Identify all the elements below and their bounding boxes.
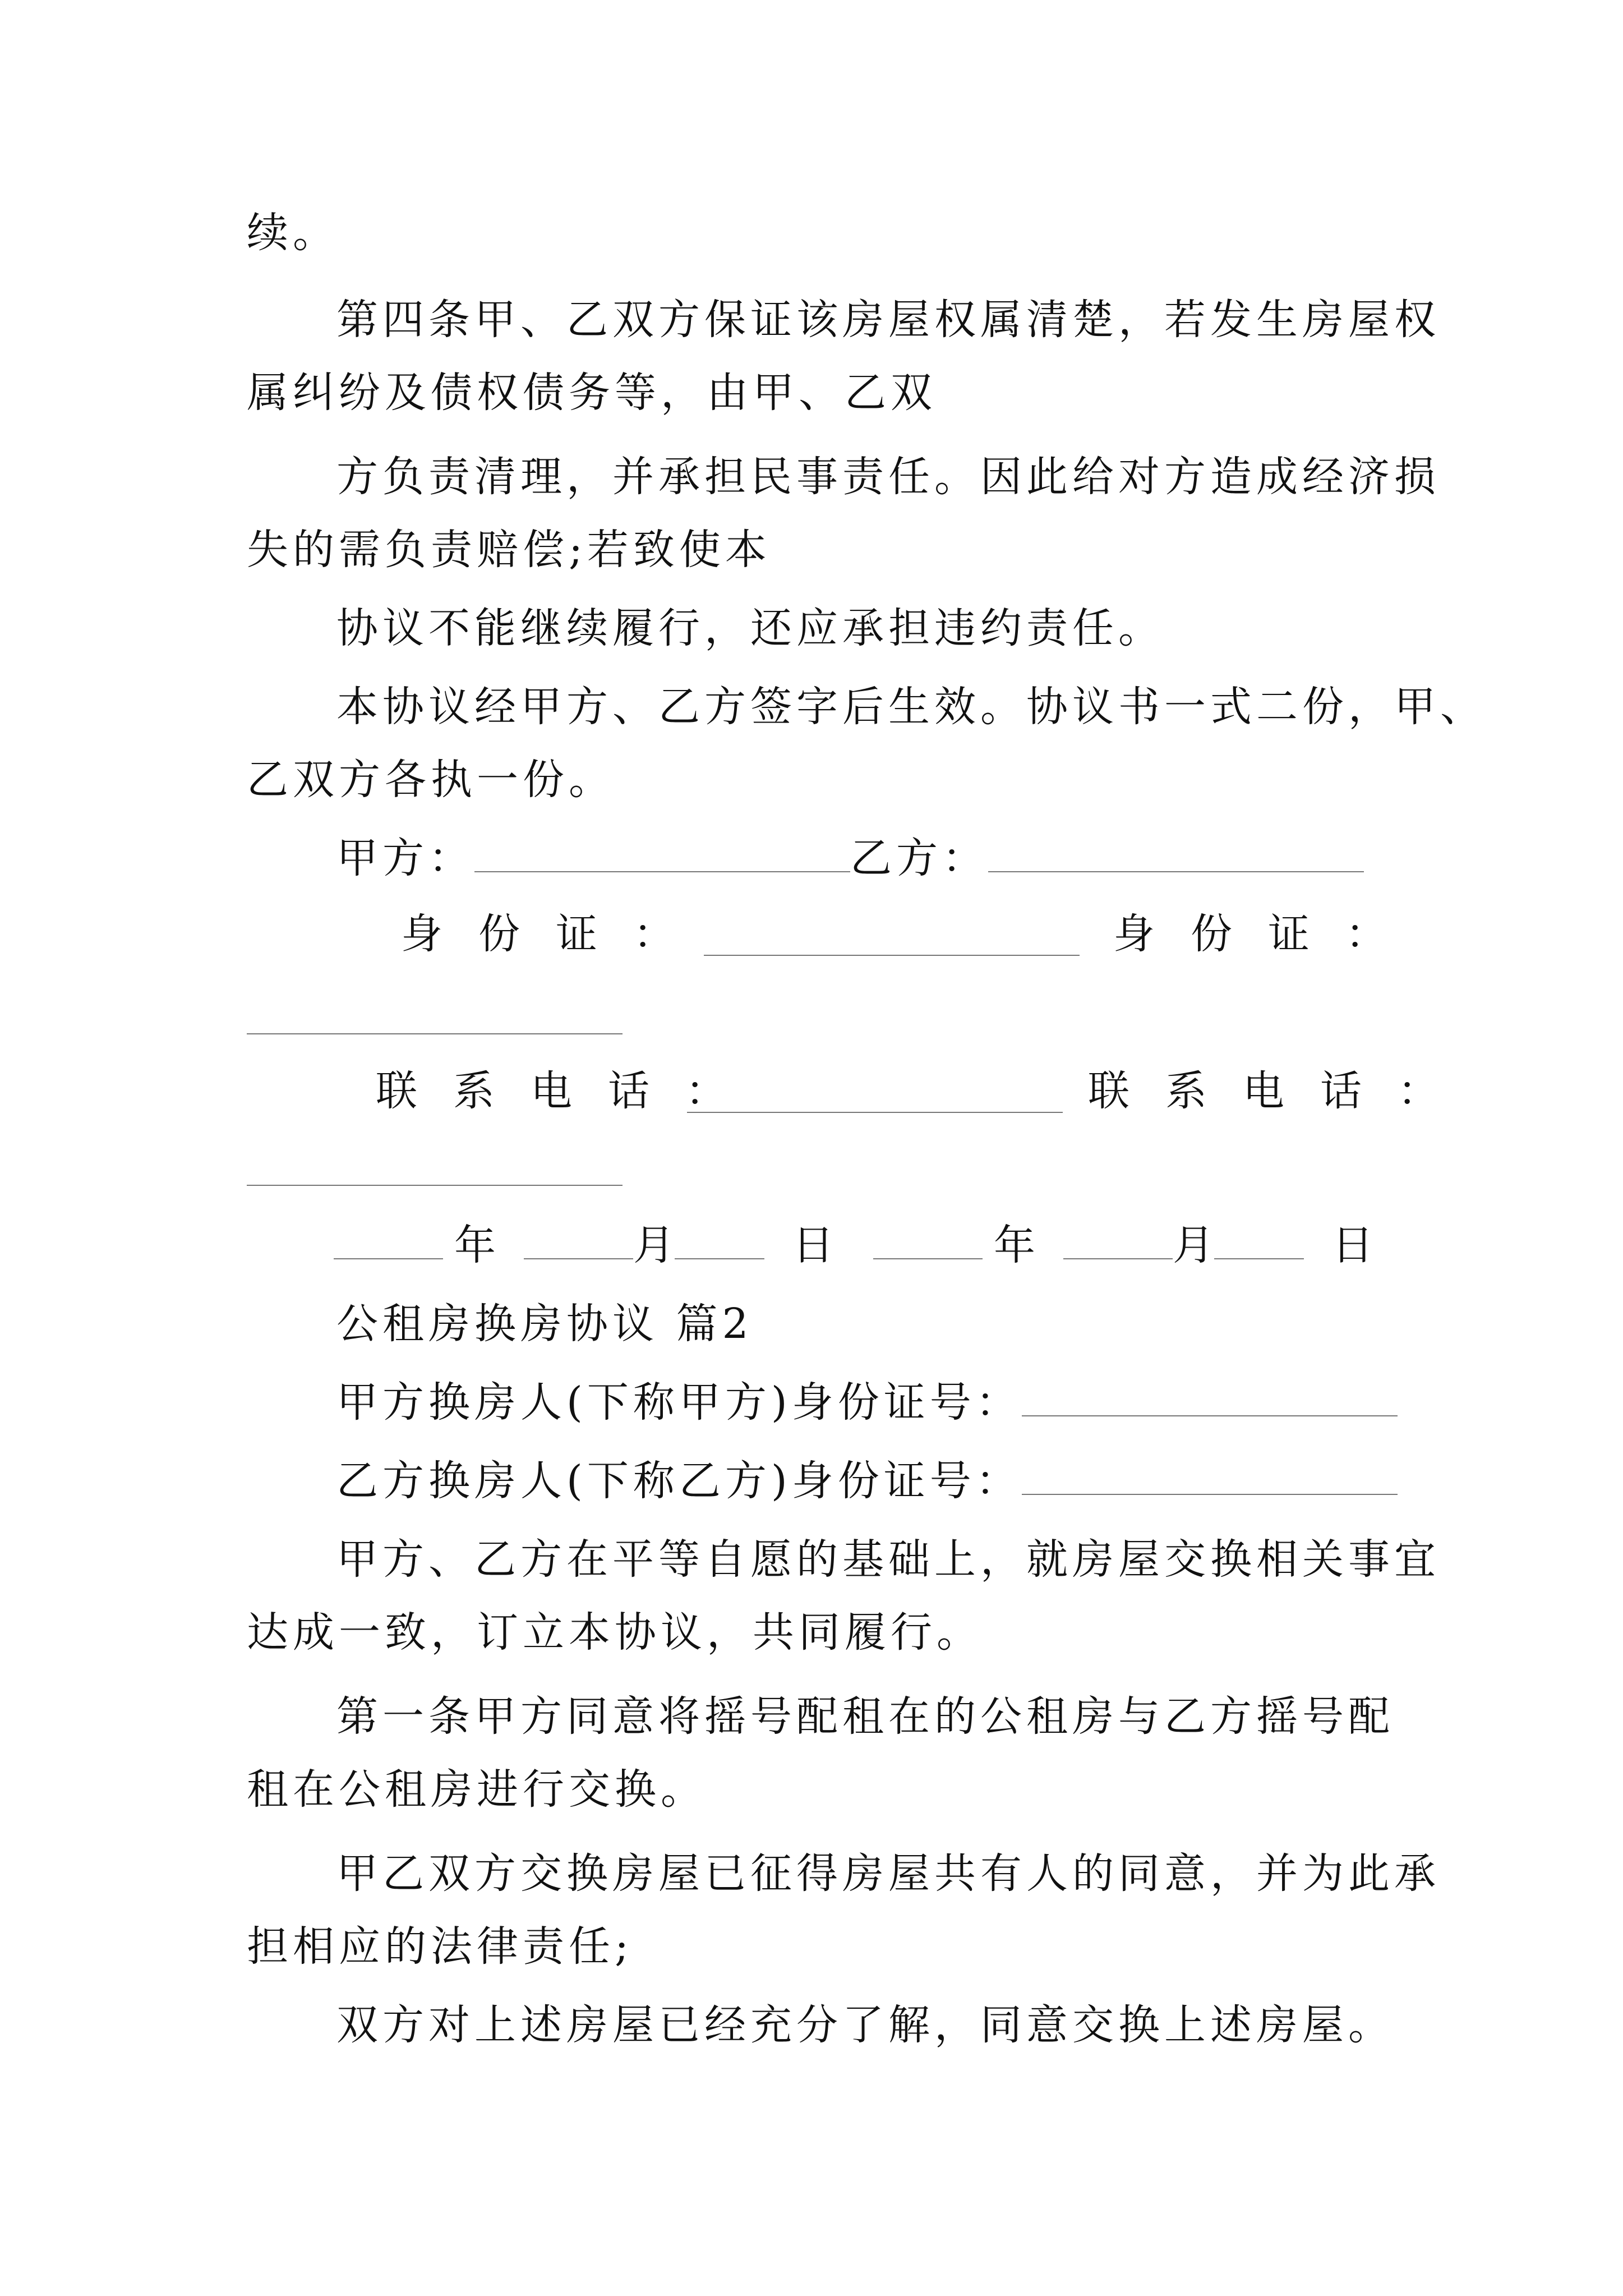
day-blank-b xyxy=(1214,1225,1304,1259)
month-label: 月 xyxy=(633,1221,675,1269)
month-blank-b xyxy=(1063,1225,1173,1259)
year-blank-b xyxy=(873,1225,983,1259)
party-a-id-number-blank xyxy=(1022,1382,1398,1416)
paragraph-line: 甲乙双方交换房屋已征得房屋共有人的同意，并为此承 xyxy=(336,1849,1440,1898)
party-b-label: 乙方： xyxy=(850,834,988,882)
phone-row-label-b: 联系电话： xyxy=(1088,1067,1475,1115)
party-a-id-label: 甲方换房人(下称甲方)身份证号： xyxy=(336,1378,1022,1427)
party-a-phone-blank xyxy=(687,1111,1063,1113)
paragraph-line: 方负责清理，并承担民事责任。因此给对方造成经济损 xyxy=(336,453,1440,501)
party-a-label: 甲方： xyxy=(336,834,474,882)
month-blank-a xyxy=(524,1225,633,1259)
id-row-label-b: 身份证： xyxy=(1113,910,1423,958)
party-b-id-label: 乙方换房人(下称乙方)身份证号： xyxy=(336,1457,1022,1505)
section-title: 公租房换房协议 篇2 xyxy=(336,1300,753,1348)
party-b-signature-blank xyxy=(988,838,1364,872)
party-b-phone-blank xyxy=(247,1184,623,1186)
year-label-b: 年 xyxy=(994,1221,1035,1269)
day-label-b: 日 xyxy=(1332,1221,1373,1269)
paragraph-line: 协议不能继续履行，还应承担违约责任。 xyxy=(336,604,1164,652)
paragraph-line: 第四条甲、乙双方保证该房屋权属清楚，若发生房屋权 xyxy=(336,296,1440,344)
paragraph-line: 达成一致，订立本协议，共同履行。 xyxy=(247,1608,983,1657)
paragraph-line: 本协议经甲方、乙方签字后生效。协议书一式二份，甲、 xyxy=(336,683,1486,731)
party-a-signature-blank xyxy=(474,838,850,872)
paragraph-line: 失的需负责赔偿;若致使本 xyxy=(247,526,771,574)
paragraph-line: 第一条甲方同意将摇号配租在的公租房与乙方摇号配 xyxy=(336,1692,1394,1741)
month-label-b: 月 xyxy=(1173,1221,1214,1269)
party-a-id-row xyxy=(336,1374,1398,1430)
paragraph-line: 乙双方各执一份。 xyxy=(247,756,615,804)
paragraph-line: 甲方、乙方在平等自愿的基础上，就房屋交换相关事宜 xyxy=(336,1535,1440,1584)
paragraph-line: 续。 xyxy=(247,209,339,257)
party-a-id-blank xyxy=(704,954,1080,956)
day-label: 日 xyxy=(792,1221,834,1269)
phone-row-label-a: 联系电话： xyxy=(376,1067,763,1115)
id-row-label-a: 身份证： xyxy=(401,910,711,958)
party-signature-row xyxy=(336,830,1364,886)
paragraph-line: 双方对上述房屋已经充分了解，同意交换上述房屋。 xyxy=(336,2001,1394,2049)
paragraph-line: 租在公租房进行交换。 xyxy=(247,1765,707,1814)
date-row xyxy=(334,1217,1373,1273)
day-blank-a xyxy=(675,1225,764,1259)
party-b-id-blank xyxy=(247,1032,623,1034)
paragraph-line: 担相应的法律责任; xyxy=(247,1922,633,1971)
year-blank-a xyxy=(334,1225,443,1259)
party-b-id-number-blank xyxy=(1022,1460,1398,1495)
paragraph-line: 属纠纷及债权债务等，由甲、乙双 xyxy=(247,369,937,417)
year-label: 年 xyxy=(454,1221,496,1269)
party-b-id-row xyxy=(336,1453,1398,1509)
